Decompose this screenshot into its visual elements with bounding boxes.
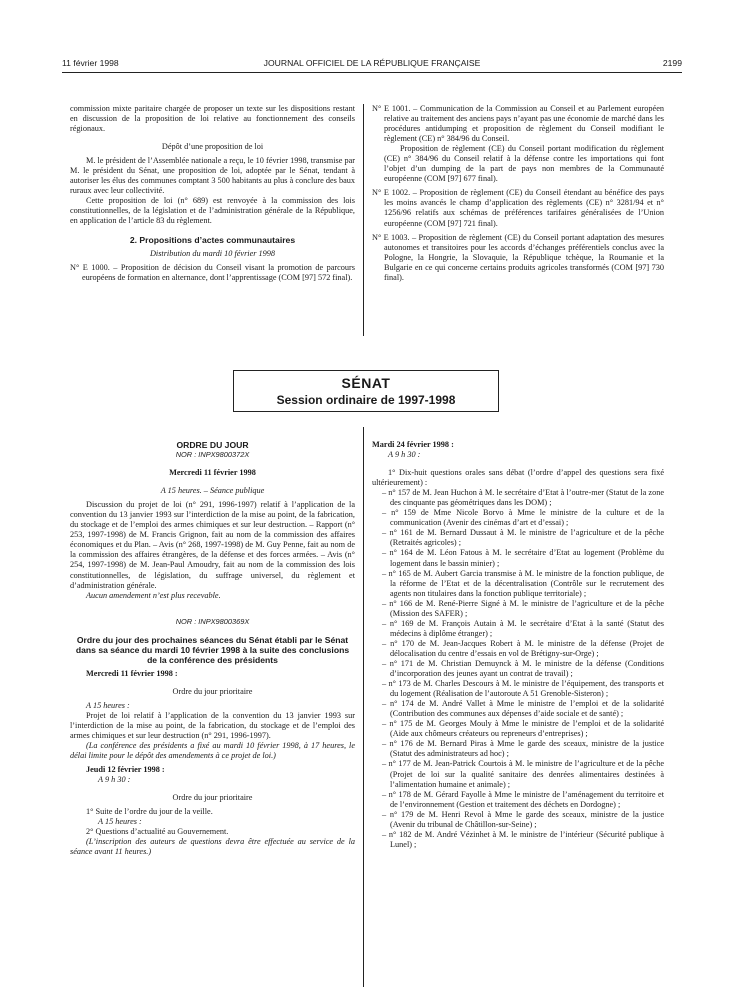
question-item: – n° 178 de M. Gérard Fayolle à Mme le ministre de l’aménagement du territoire et de l’environnement (Gestion et traitement des déchets en Dordogne) ;	[382, 789, 664, 809]
nor-reference-2: NOR : INPX9800369X	[175, 616, 250, 626]
nor-reference-1: NOR : INPX9800372X	[175, 450, 250, 460]
time-line-1: A 15 heures. – Séance publique	[160, 486, 265, 496]
e1003-item: N° E 1003. – Proposition de règlement (CE) du Conseil portant adaptation des mesures autonomes et transitoires pour les accords d’échanges préférentiels conclus avec la Pologne, la Hongrie, la Slovaquie, la République tchèque, la Roumanie et la Bulgarie en ce qui concerne certains produits agricoles transformés (COM [97] 730 final).	[372, 232, 664, 282]
question-item: – n° 161 de M. Bernard Dussaut à M. le ministre de l’agriculture et de la pêche (Retraités agricoles) ;	[382, 528, 664, 548]
header-rule	[62, 72, 682, 73]
priority-heading-2: Ordre du jour prioritaire	[172, 793, 253, 803]
question-item: – n° 177 de M. Jean-Patrick Courtois à M. le ministre de l’agriculture et de la pêche (Projet de loi sur la qualité sanitaire des denrées alimentaires destinées à l’alimentation humaine et animale) ;	[382, 759, 664, 789]
question-item: – n° 173 de M. Charles Descours à M. le ministre de l’équipement, des transports et du logement (Réalisation de l’autoroute A 51 Grenoble-Sisteron) ;	[382, 679, 664, 699]
header-date: 11 février 1998	[62, 58, 119, 68]
senat-title-box	[233, 370, 499, 412]
time-line-3: A 9 h 30 :	[98, 775, 131, 785]
top-left-column	[70, 104, 355, 283]
amendment-note: Aucun amendement n’est plus recevable.	[86, 590, 221, 600]
time-line-24: A 9 h 30 :	[388, 450, 421, 460]
top-right-column	[372, 104, 664, 283]
agenda-item-2: 2° Questions d’actualité au Gouvernement.	[86, 827, 229, 837]
agenda-title: ORDRE DU JOUR	[176, 440, 249, 450]
question-item: – n° 164 de M. Léon Fatous à M. le secrétaire d’Etat au logement (Problème du logement dans le bassin minier) ;	[382, 548, 664, 568]
commission-paragraph: commission mixte paritaire chargée de proposer un texte sur les dispositions restant en discussion de la proposition de loi relative au fonctionnement des conseils régionaux.	[70, 104, 355, 134]
agenda-item-1: 1° Suite de l’ordre du jour de la veille.	[86, 807, 213, 817]
depot-paragraph: M. le président de l’Assemblée nationale a reçu, le 10 février 1998, transmise par M. le président du Sénat, une proposition de loi, adoptée par le Sénat, tendant à autoriser les élus des communes comptant 3 500 habitants au plus à conclure des baux ruraux avec leur collectivité.	[70, 156, 355, 196]
schedule-heading: Ordre du jour des prochaines séances du Sénat établi par le Sénat dans sa séance du mardi 10 février 1998 à la suite des conclusions de la conférence des présidents	[75, 634, 350, 665]
discussion-paragraph: Discussion du projet de loi (n° 291, 1996-1997) relatif à l’application de la convention du 13 janvier 1993 sur l’interdiction de la mise au point, de la fabrication, du stockage et de l’emploi des armes chimiques et sur leur destruction. – Rapport (n° 253, 1997-1998) de M. Francis Grignon, fait au nom de la commission des affaires économiques et du Plan. – Avis (n° 268, 1997-1998) de M. Guy Penne, fait au nom de la commission des affaires étrangères, de la défense et des forces armées. – Avis (n° 254, 1997-1998) de M. Jean-Paul Amoudry, fait au nom de la commission des lois constitutionnelles, de législation, du suffrage universel, du règlement et d’administration générale.	[70, 500, 355, 590]
session-subtitle: Session ordinaire de 1997-1998	[276, 393, 456, 407]
question-list	[372, 488, 664, 850]
agenda-right-column	[372, 440, 664, 850]
question-item: – n° 159 de Mme Nicole Borvo à Mme le ministre de la culture et de la communication (Avenir des cinémas d’art et d’essai) ;	[382, 508, 664, 528]
question-item: – n° 166 de M. René-Pierre Signé à M. le ministre de l’agriculture et de la pêche (Mission des SAFER) ;	[382, 598, 664, 618]
distribution-line: Distribution du mardi 10 février 1998	[149, 248, 276, 258]
section-heading: 2. Propositions d’actes communautaires	[129, 234, 296, 245]
header-page-number: 2199	[662, 58, 682, 68]
e1000-item: N° E 1000. – Proposition de décision du Conseil visant la promotion de parcours européens de formation en alternance, dont l’apprentissage (COM [97] 572 final).	[70, 262, 355, 282]
question-item: – n° 182 de M. André Vézinhet à M. le ministre de l’intérieur (Sécurité publique à Lunel) ;	[382, 829, 664, 849]
agenda-left-column	[70, 440, 355, 857]
questions-note: (L’inscription des auteurs de questions devra être effectuée au service de la séance avant 11 heures.)	[70, 837, 355, 857]
day-heading-24: Mardi 24 février 1998 :	[372, 440, 454, 449]
question-item: – n° 175 de M. Georges Mouly à Mme le ministre de l’emploi et de la solidarité (Aide aux chômeurs créateurs ou repreneurs d’entreprises) ;	[382, 719, 664, 739]
question-item: – n° 176 de M. Bernard Piras à Mme le garde des sceaux, ministre de la justice (Statut des administrateurs ad hoc) ;	[382, 739, 664, 759]
column-rule-top	[363, 104, 364, 336]
day-heading-1: Mercredi 11 février 1998	[169, 468, 256, 478]
e1001-proposal: Proposition de règlement (CE) du Conseil portant modification du règlement (CE) n° 384/96 du Conseil relatif à la défense contre les importations qui font l’objet d’un dumping de la part de pays non membres de la Communauté européenne (COM [97] 677 final).	[384, 144, 664, 184]
bill-paragraph: Projet de loi relatif à l’application de la convention du 13 janvier 1993 sur l’interdiction de la mise au point, de la fabrication, du stockage et de l’emploi des armes chimiques et sur leur destruction (n° 291, 1996-1997).	[70, 710, 355, 740]
e1001-item: N° E 1001. – Communication de la Commission au Conseil et au Parlement européen relative au traitement des anciens pays n’ayant pas une économie de marché dans les procédures antidumping et proposition de règlement du Conseil modifiant le règlement (CE) n° 384/96 du Conseil.	[372, 104, 664, 144]
day-heading-2: Mercredi 11 février 1998 :	[86, 668, 178, 678]
question-item: – n° 169 de M. François Autain à M. le secrétaire d’Etat à la santé (Statut des médecins à diplôme étranger) ;	[382, 618, 664, 638]
question-item: – n° 170 de M. Jean-Jacques Robert à M. le ministre de la défense (Projet de délocalisation du centre d’essais en vol de Brétigny-sur-Orge) ;	[382, 638, 664, 658]
question-item: – n° 174 de M. André Vallet à Mme le ministre de l’emploi et de la solidarité (Contribution des communes aux dépenses d’aide sociale et de santé) ;	[382, 699, 664, 719]
e1002-item: N° E 1002. – Proposition de règlement (CE) du Conseil étendant au bénéfice des pays les moins avancés le champ d’application des règlements (CE) n° 3281/94 et n° 1256/96 relatifs aux schémas de préférences tarifaires généralisées de l’Union européenne (COM [97] 721 final).	[372, 188, 664, 228]
oral-questions-intro: 1° Dix-huit questions orales sans débat (l’ordre d’appel des questions sera fixé ultérieurement) :	[372, 468, 664, 488]
question-item: – n° 179 de M. Henri Revol à Mme le garde des sceaux, ministre de la justice (Avenir du tribunal de Châtillon-sur-Seine) ;	[382, 809, 664, 829]
question-item: – n° 171 de M. Christian Demuynck à M. le ministre de la défense (Conditions d’incorporation des jeunes ayant un contrat de travail) ;	[382, 658, 664, 679]
priority-heading-1: Ordre du jour prioritaire	[172, 686, 253, 696]
question-item: – n° 157 de M. Jean Huchon à M. le secrétaire d’Etat à l’outre-mer (Statut de la zone des cinquante pas géométriques dans les DOM) ;	[382, 488, 664, 508]
deadline-note: (La conférence des présidents a fixé au mardi 10 février 1998, à 17 heures, le délai limite pour le dépôt des amendements à ce projet de loi.)	[70, 740, 355, 761]
time-line-2: A 15 heures :	[86, 700, 130, 710]
time-line-4: A 15 heures :	[98, 817, 142, 827]
running-header	[62, 58, 682, 72]
depot-heading: Dépôt d’une proposition de loi	[161, 142, 264, 152]
day-heading-3: Jeudi 12 février 1998 :	[86, 765, 165, 775]
column-rule-bottom	[363, 427, 364, 987]
renvoi-paragraph: Cette proposition de loi (n° 689) est renvoyée à la commission des lois constitutionnelles, de la législation et de l’administration générale de la République, en application de l’article 83 du règlement.	[70, 196, 355, 226]
senat-title: SÉNAT	[341, 375, 391, 391]
question-item: – n° 165 de M. Aubert Garcia transmise à M. le ministre de la fonction publique, de la réforme de l’Etat et de la décentralisation (Contrôle sur le recrutement des agents non titulaires dans la fonction publique territoriale) ;	[382, 568, 664, 598]
header-journal-title: JOURNAL OFFICIEL DE LA RÉPUBLIQUE FRANÇAISE	[263, 58, 481, 68]
